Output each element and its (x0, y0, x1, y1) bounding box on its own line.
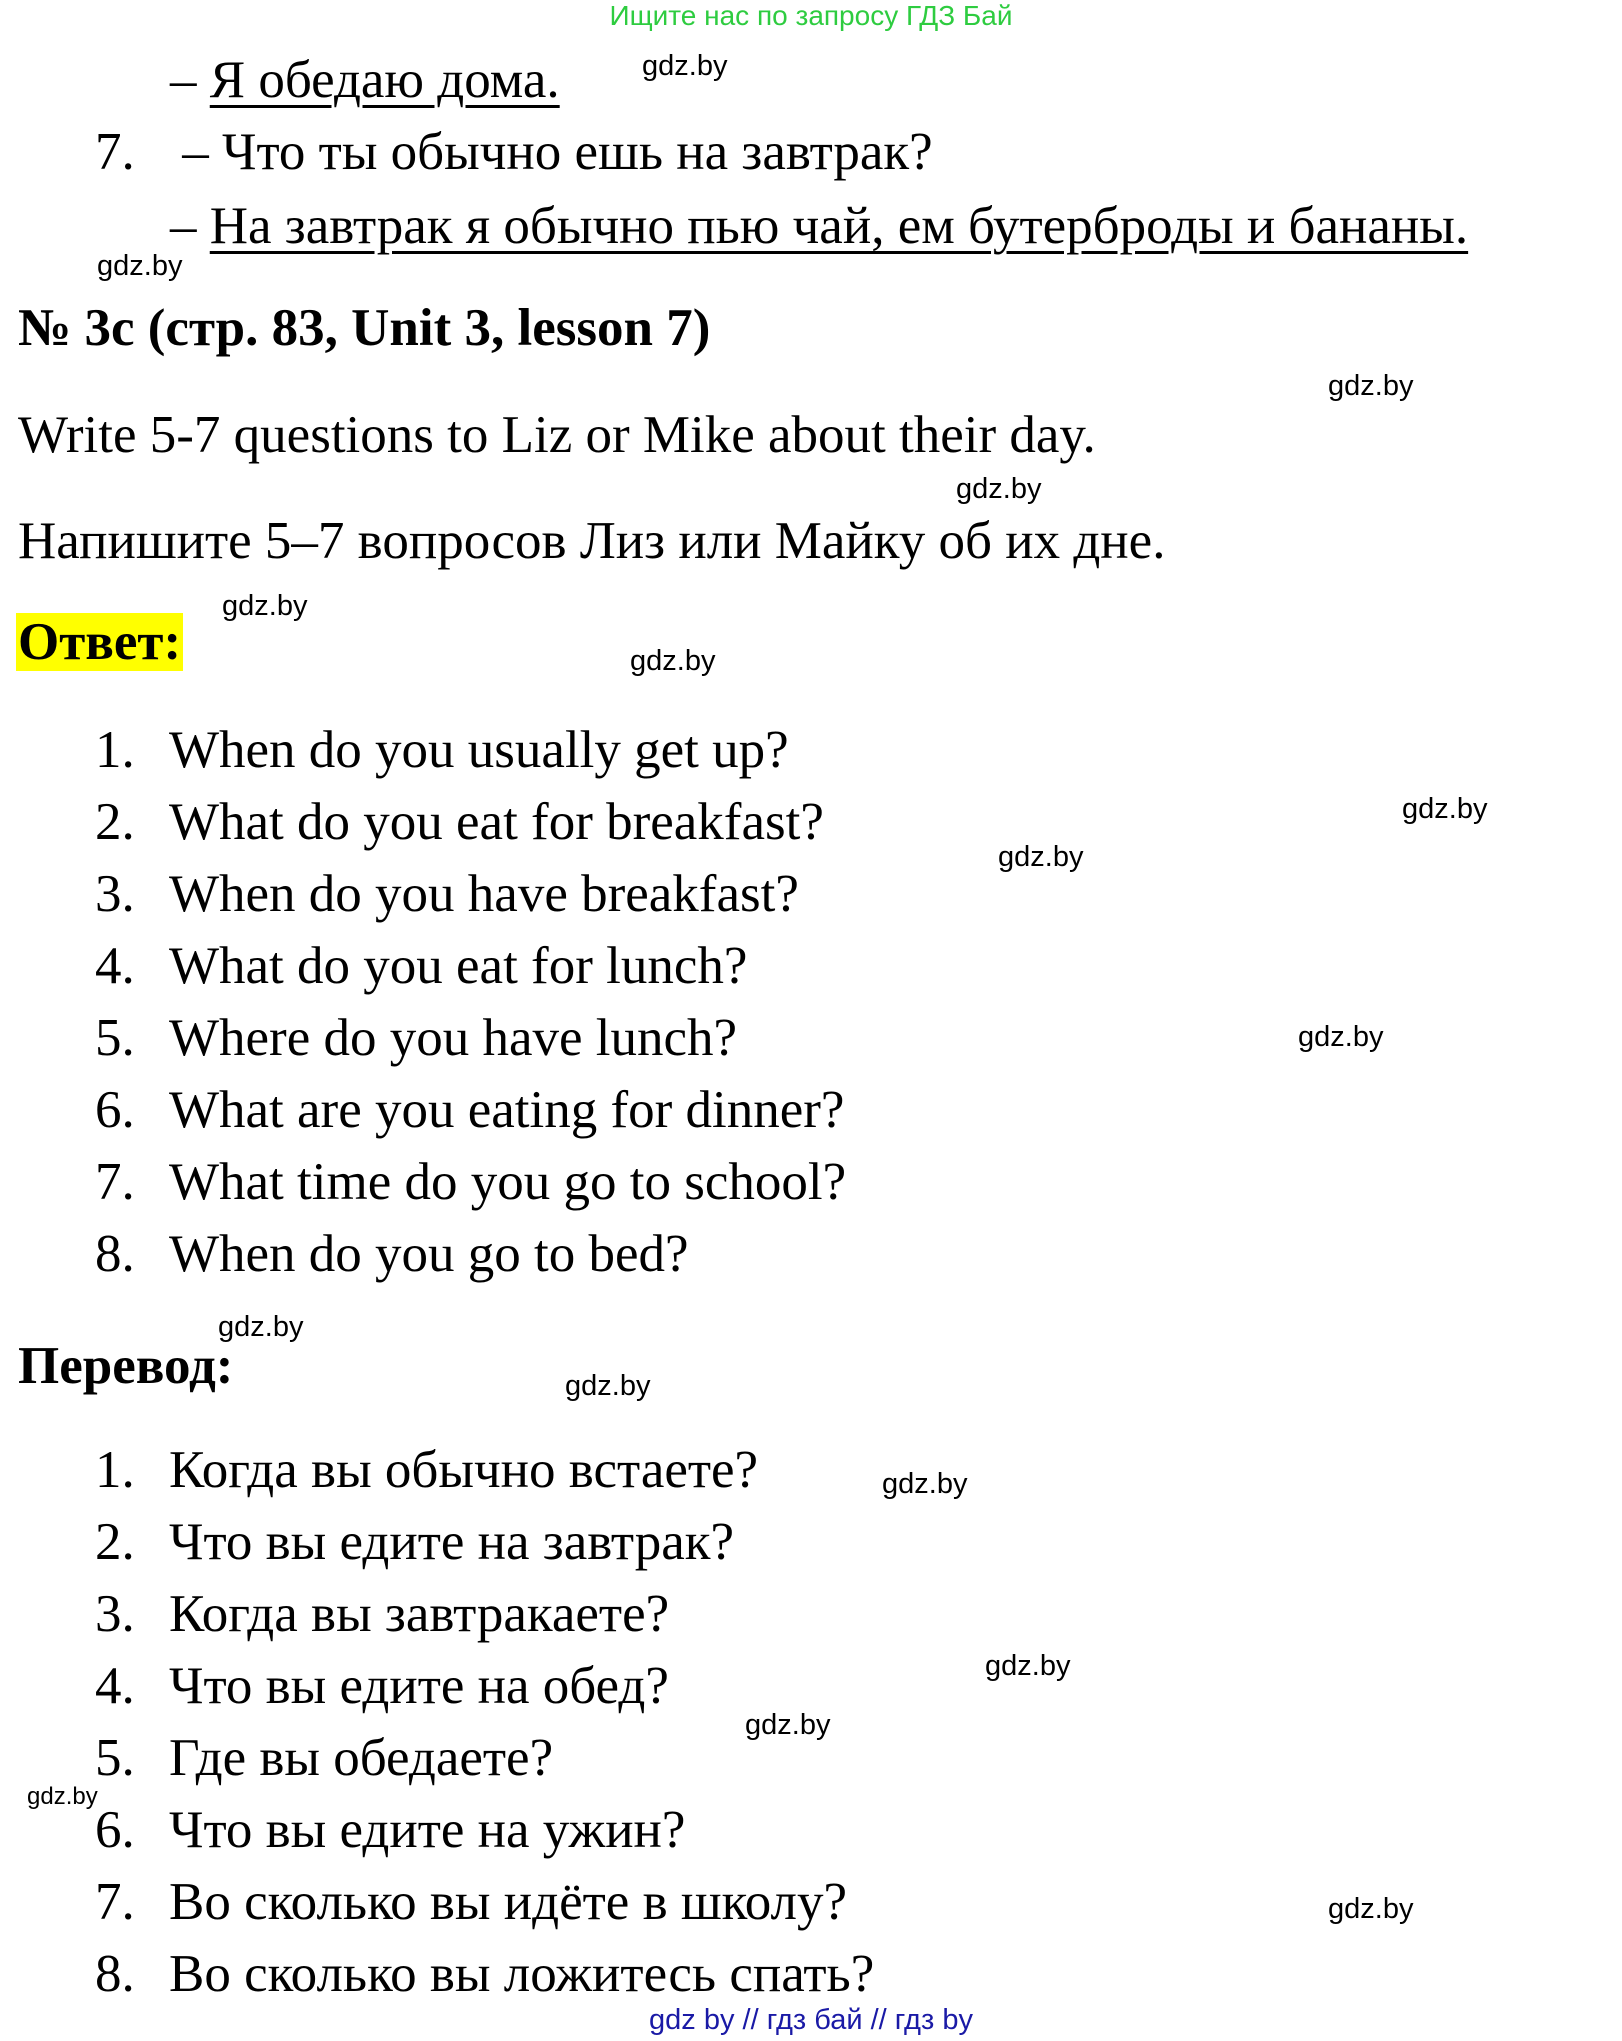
item-number: 5. (95, 1009, 135, 1067)
list-item (95, 1872, 874, 1944)
watermark: gdz.by (882, 1468, 968, 1500)
instruction-ru: Напишите 5–7 вопросов Лиз или Майку об их дне. (18, 512, 1166, 570)
watermark: gdz.by (998, 841, 1084, 873)
item-text: Что вы едите на ужин? (169, 1801, 686, 1859)
q7-number: 7. (95, 123, 135, 181)
item-number: 2. (95, 1513, 135, 1571)
item-text: Where do you have lunch? (169, 1009, 738, 1067)
dash: – (170, 51, 197, 109)
dash: – (170, 197, 197, 255)
watermark: gdz.by (218, 1311, 304, 1343)
instruction-en: Write 5-7 questions to Liz or Mike about their day. (18, 406, 1096, 464)
q7-answer-line (170, 196, 1468, 256)
item-text: What are you eating for dinner? (169, 1081, 845, 1139)
watermark: gdz.by (745, 1709, 831, 1741)
item-number: 4. (95, 1657, 135, 1715)
item-number: 8. (95, 1225, 135, 1283)
item-text: What time do you go to school? (169, 1153, 847, 1211)
item-number: 8. (95, 1945, 135, 2003)
item-number: 1. (95, 721, 135, 779)
item-number: 7. (95, 1153, 135, 1211)
task-heading: № 3c (стр. 83, Unit 3, lesson 7) (18, 299, 711, 357)
watermark: gdz.by (27, 1783, 98, 1810)
prev-answer-line (170, 50, 560, 110)
item-text: Когда вы обычно встаете? (169, 1441, 759, 1499)
item-number: 6. (95, 1081, 135, 1139)
answer-label: Ответ: (18, 613, 182, 671)
item-number: 3. (95, 1585, 135, 1643)
item-text: Во сколько вы идёте в школу? (169, 1873, 848, 1931)
list-item (95, 1080, 846, 1152)
item-text: Что вы едите на обед? (169, 1657, 669, 1715)
list-item (95, 1440, 874, 1512)
q7-question: – Что ты обычно ешь на завтрак? (182, 123, 933, 181)
translation-label: Перевод: (18, 1337, 234, 1395)
item-number: 7. (95, 1873, 135, 1931)
list-item (95, 1800, 874, 1872)
list-item (95, 792, 846, 864)
prev-answer-text: Я обедаю дома. (209, 51, 560, 109)
watermark: gdz.by (222, 590, 308, 622)
footer-links[interactable]: gdz by // гдз бай // гдз by (649, 2004, 973, 2036)
watermark: gdz.by (985, 1650, 1071, 1682)
q7-line (95, 122, 933, 182)
answer-label-wrap (16, 612, 183, 672)
list-item (95, 1008, 846, 1080)
item-text: Когда вы завтракаете? (169, 1585, 670, 1643)
watermark: gdz.by (97, 250, 183, 282)
list-item (95, 1584, 874, 1656)
list-item (95, 1512, 874, 1584)
item-text: When do you usually get up? (169, 721, 789, 779)
list-item (95, 936, 846, 1008)
watermark: gdz.by (1328, 370, 1414, 402)
item-text: Что вы едите на завтрак? (169, 1513, 735, 1571)
list-item (95, 864, 846, 936)
item-text: When do you go to bed? (169, 1225, 689, 1283)
item-number: 2. (95, 793, 135, 851)
item-number: 6. (95, 1801, 135, 1859)
item-number: 1. (95, 1441, 135, 1499)
item-number: 3. (95, 865, 135, 923)
watermark: gdz.by (956, 473, 1042, 505)
item-text: What do you eat for breakfast? (169, 793, 824, 851)
q7-answer-text: На завтрак я обычно пью чай, ем бутерброды и бананы. (209, 197, 1469, 255)
list-item (95, 1224, 846, 1296)
item-number: 4. (95, 937, 135, 995)
item-text: What do you eat for lunch? (169, 937, 748, 995)
top-banner: Ищите нас по запросу ГДЗ Бай (609, 0, 1013, 31)
answer-list (95, 720, 846, 1296)
watermark: gdz.by (565, 1370, 651, 1402)
item-text: Во сколько вы ложитесь спать? (169, 1945, 875, 2003)
watermark: gdz.by (1402, 793, 1488, 825)
item-text: Где вы обедаете? (169, 1729, 554, 1787)
list-item (95, 720, 846, 792)
watermark: gdz.by (1328, 1893, 1414, 1925)
item-number: 5. (95, 1729, 135, 1787)
watermark: gdz.by (642, 50, 728, 82)
watermark: gdz.by (630, 645, 716, 677)
watermark: gdz.by (1298, 1021, 1384, 1053)
list-item (95, 1152, 846, 1224)
item-text: When do you have breakfast? (169, 865, 799, 923)
